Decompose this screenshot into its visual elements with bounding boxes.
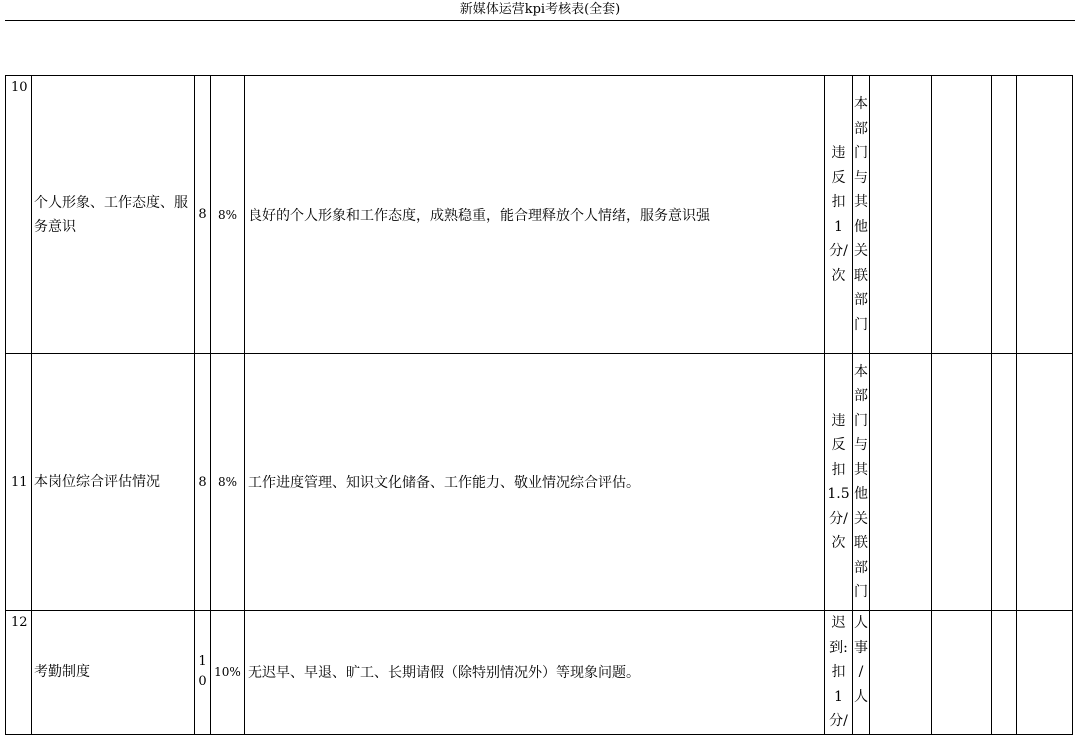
data-source	[853, 354, 870, 611]
empty-cell	[992, 76, 1017, 354]
empty-cell	[932, 354, 992, 611]
deduction-line: 迟	[831, 615, 846, 631]
data-source-char: 部	[854, 120, 868, 137]
deduction-line: 扣 1	[831, 664, 846, 705]
deduction-line: 分/	[829, 510, 848, 527]
empty-cell	[1017, 354, 1073, 611]
empty-cell	[992, 354, 1017, 611]
empty-cell	[992, 611, 1017, 735]
data-source-char: 本	[854, 96, 868, 112]
row-number: 12	[6, 611, 32, 735]
data-source-char: 关	[854, 243, 868, 259]
deduction-rule	[825, 354, 853, 611]
data-source-char: 门	[854, 412, 868, 429]
data-source-char: 部	[854, 292, 868, 308]
empty-cell	[1017, 76, 1073, 354]
deduction-rule	[825, 611, 853, 735]
empty-cell	[932, 611, 992, 735]
kpi-item: 个人形象、工作态度、服务意识	[32, 76, 195, 354]
empty-cell	[870, 611, 932, 735]
data-source-char: 关	[854, 510, 868, 527]
score-digit: 1	[198, 654, 207, 670]
data-source-char: 联	[854, 535, 868, 551]
data-source-char: 本	[854, 363, 868, 380]
weight: 8%	[211, 354, 245, 611]
deduction-line: 到:	[829, 639, 848, 656]
deduction-line: 1.5	[827, 486, 850, 502]
weight: 8%	[211, 76, 245, 354]
deduction-line: 扣	[831, 461, 846, 478]
empty-cell	[870, 76, 932, 354]
deduction-line: 反	[831, 169, 846, 186]
deduction-line: 次	[831, 267, 846, 284]
deduction-line: 次	[831, 535, 846, 551]
table-row	[6, 354, 1073, 611]
data-source	[853, 76, 870, 354]
deduction-rule	[825, 76, 853, 354]
score: 8	[195, 76, 211, 354]
score: 8	[195, 354, 211, 611]
data-source-char: 与	[854, 169, 868, 186]
data-source-char: 人	[854, 688, 868, 705]
assessment-standard: 良好的个人形象和工作态度，成熟稳重，能合理释放个人情绪，服务意识强	[245, 76, 825, 354]
deduction-line: 反	[831, 437, 846, 453]
data-source-char: /	[858, 664, 864, 680]
assessment-standard: 无迟早、早退、旷工、长期请假（除特别情况外）等现象问题。	[245, 611, 825, 735]
data-source-char: 联	[854, 267, 868, 284]
deduction-line: 违	[831, 412, 846, 429]
data-source-char: 其	[854, 461, 868, 478]
data-source-char: 其	[854, 194, 868, 210]
data-source	[853, 611, 870, 735]
header-rule	[5, 20, 1075, 21]
data-source-char: 部	[854, 388, 868, 404]
deduction-line: 扣 1	[831, 194, 846, 235]
score-digit: 0	[198, 674, 207, 690]
empty-cell	[1017, 611, 1073, 735]
empty-cell	[932, 76, 992, 354]
page-header: 新媒体运营kpi考核表(全套)	[459, 2, 621, 17]
data-source-char: 他	[854, 218, 868, 235]
row-number: 11	[6, 354, 32, 611]
table-row	[6, 76, 1073, 354]
row-number: 10	[6, 76, 32, 354]
kpi-item: 考勤制度	[32, 611, 195, 735]
kpi-table	[5, 75, 1073, 735]
data-source-char: 他	[854, 486, 868, 502]
data-source-char: 部	[854, 559, 868, 576]
deduction-line: 违	[831, 145, 846, 161]
deduction-line: 分/	[829, 243, 848, 259]
data-source-char: 门	[854, 145, 868, 161]
weight: 10%	[211, 611, 245, 735]
table-row	[6, 611, 1073, 735]
assessment-standard: 工作进度管理、知识文化储备、工作能力、敬业情况综合评估。	[245, 354, 825, 611]
empty-cell	[870, 354, 932, 611]
data-source-char: 门	[854, 316, 868, 333]
data-source-char: 与	[854, 437, 868, 453]
data-source-char: 事	[854, 639, 868, 656]
score	[195, 611, 211, 735]
deduction-line: 分/	[829, 713, 848, 729]
data-source-char: 人	[854, 615, 868, 631]
kpi-item: 本岗位综合评估情况	[32, 354, 195, 611]
data-source-char: 门	[854, 584, 868, 600]
